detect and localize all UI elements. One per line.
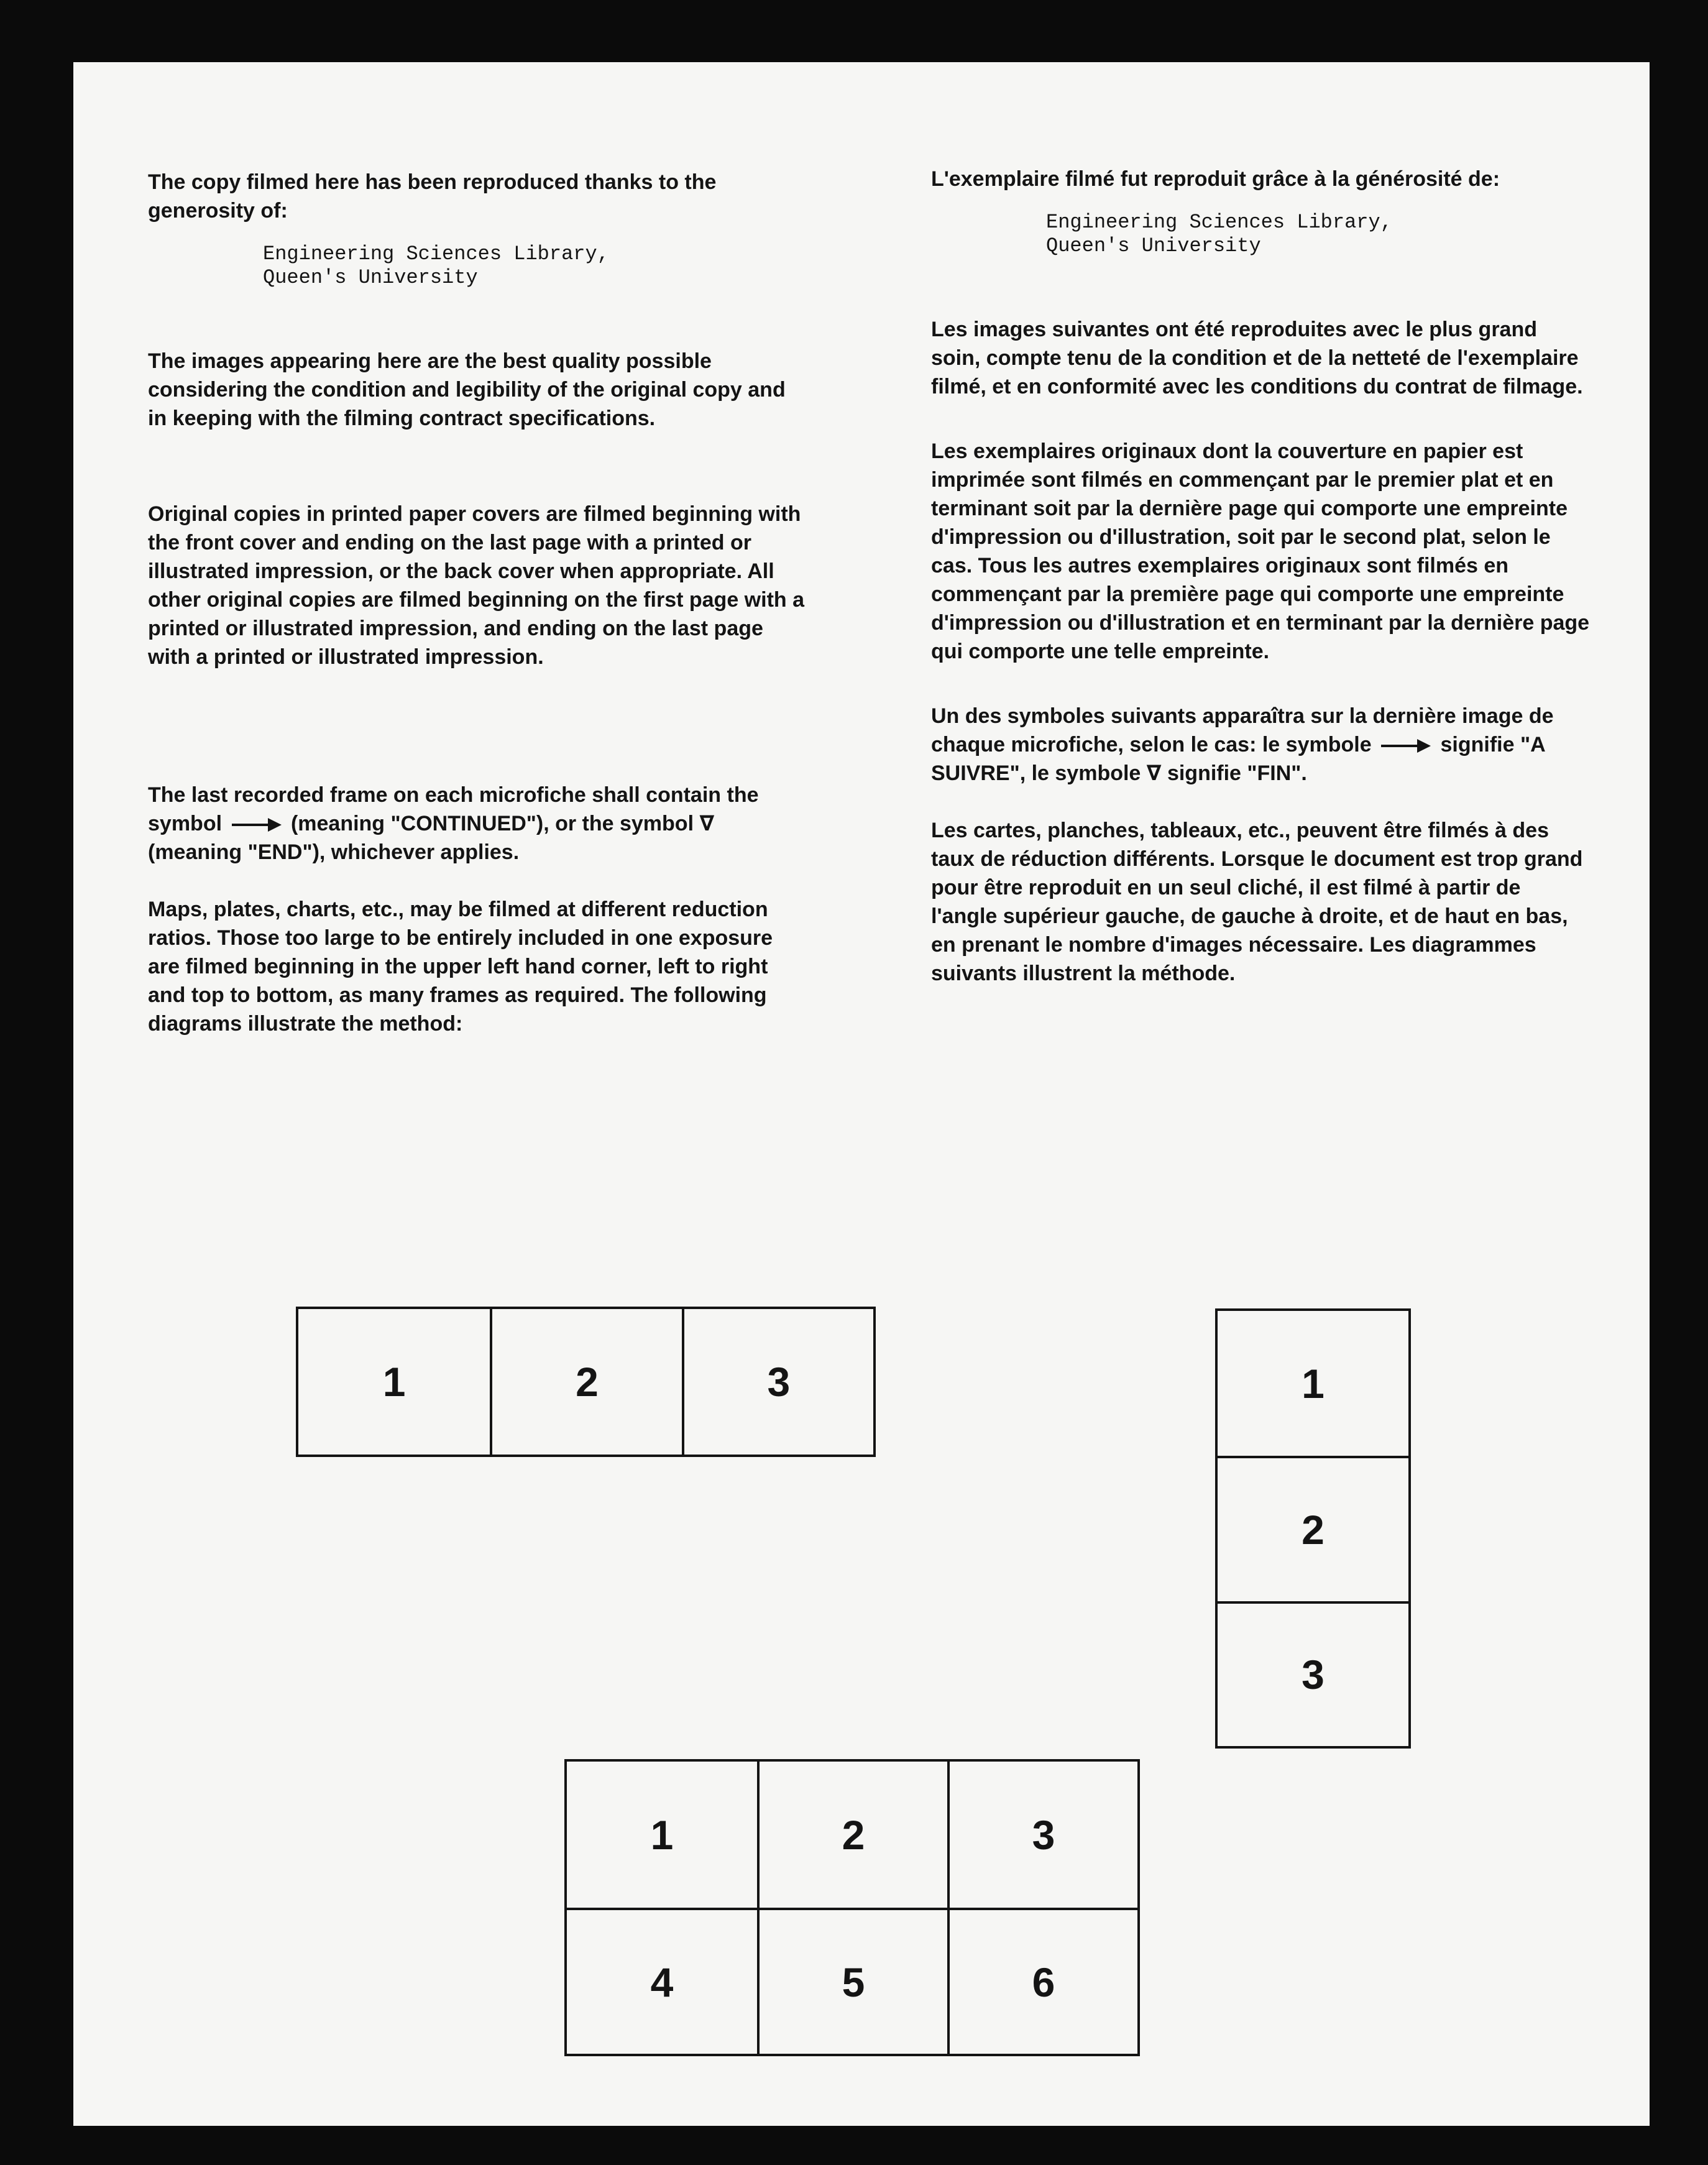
grid-frame-diagram bbox=[564, 1759, 1140, 2056]
frame-cell: 6 bbox=[947, 1908, 1137, 2054]
french-maps: Les cartes, planches, tableaux, etc., peuvent être filmés à des taux de réduction différents. Lorsque le document est trop grand pour être reproduit en un seul cliché, il est filmé à partir de l'angle supérieur gauche, de gauche à droite, et de haut en bas, en prenant le nombre d'images nécessaire. Les diagrammes suivants illustrent la méthode. bbox=[931, 819, 1583, 985]
frame-cell: 2 bbox=[1218, 1456, 1408, 1601]
french-symbols bbox=[931, 702, 1590, 788]
continued-arrow-icon bbox=[1381, 742, 1431, 750]
frame-cell: 3 bbox=[947, 1762, 1137, 1908]
frame-cell: 2 bbox=[757, 1762, 947, 1908]
english-symbols bbox=[148, 781, 807, 866]
french-symbol-text-2: signifie "A SUIVRE", le symbole bbox=[931, 733, 1545, 785]
french-library bbox=[1046, 211, 1590, 258]
french-quality: Les images suivantes ont été reproduites avec le plus grand soin, compte tenu de la condition et de la netteté de l'exemplaire filmé, et en conformité avec les conditions du contrat de filmage. bbox=[931, 318, 1583, 398]
english-library-line1: Engineering Sciences Library, bbox=[263, 242, 609, 265]
frame-cell: 1 bbox=[382, 1359, 406, 1405]
horizontal-frame-diagram bbox=[296, 1307, 876, 1457]
microfiche-notice-page bbox=[73, 62, 1650, 2126]
english-column bbox=[148, 168, 807, 1038]
english-library-line2: Queen's University bbox=[263, 266, 478, 289]
end-triangle-icon: ∇ bbox=[699, 812, 715, 835]
english-library bbox=[263, 242, 807, 290]
frame-cell: 1 bbox=[650, 1811, 674, 1858]
french-thanks: L'exemplaire filmé fut reproduit grâce à la générosité de: bbox=[931, 167, 1500, 191]
frame-cell: 3 bbox=[682, 1309, 873, 1455]
english-quality: The images appearing here are the best quality possible considering the condition and legibility of the original copy and in keeping with the filming contract specifications. bbox=[148, 349, 786, 430]
english-symbol-text-3: (meaning "END"), whichever applies. bbox=[148, 840, 520, 864]
frame-cell: 2 bbox=[490, 1309, 681, 1455]
frame-cell: 3 bbox=[1218, 1601, 1408, 1746]
french-library-line1: Engineering Sciences Library, bbox=[1046, 211, 1392, 234]
french-symbol-text-3: signifie "FIN". bbox=[1167, 761, 1307, 785]
french-column bbox=[931, 165, 1590, 988]
end-triangle-icon: ∇ bbox=[1146, 761, 1162, 785]
vertical-frame-diagram bbox=[1215, 1308, 1411, 1749]
frame-cell: 5 bbox=[757, 1908, 947, 2054]
english-maps: Maps, plates, charts, etc., may be filmed at different reduction ratios. Those too large to be entirely included in one exposure are filmed beginning in the upper left hand corner, left to right and top to bottom, as many frames as required. The following diagrams illustrate the method: bbox=[148, 898, 773, 1036]
english-originals: Original copies in printed paper covers are filmed beginning with the front cover and ending on the last page with a printed or illustrated impression, or the back cover when appropriate. All other original copies are filmed beginning on the first page with a printed or illustrated impression, and ending on the last page with a printed or illustrated impression. bbox=[148, 502, 805, 669]
frame-cell: 4 bbox=[567, 1908, 757, 2054]
frame-cell: 1 bbox=[1302, 1360, 1325, 1407]
continued-arrow-icon bbox=[232, 820, 282, 829]
english-symbol-text-1: The last recorded frame on each microfiche shall contain the symbol bbox=[148, 783, 759, 835]
french-symbol-text-1: Un des symboles suivants apparaîtra sur la dernière image de chaque microfiche, selon le cas: le symbole bbox=[931, 704, 1554, 756]
english-thanks: The copy filmed here has been reproduced thanks to the generosity of: bbox=[148, 170, 717, 223]
english-symbol-text-2: (meaning "CONTINUED"), or the symbol bbox=[290, 812, 694, 835]
french-library-line2: Queen's University bbox=[1046, 234, 1261, 257]
french-originals: Les exemplaires originaux dont la couverture en papier est imprimée sont filmés en commençant par le premier plat et en terminant soit par la dernière page qui comporte une empreinte d'impression ou d'illustration, soit par le second plat, selon le cas. Tous les autres exemplaires originaux sont filmés en commençant par la première page qui comporte une empreinte d'impression ou d'illustration et en terminant par la dernière page qui comporte une telle empreinte. bbox=[931, 439, 1590, 663]
